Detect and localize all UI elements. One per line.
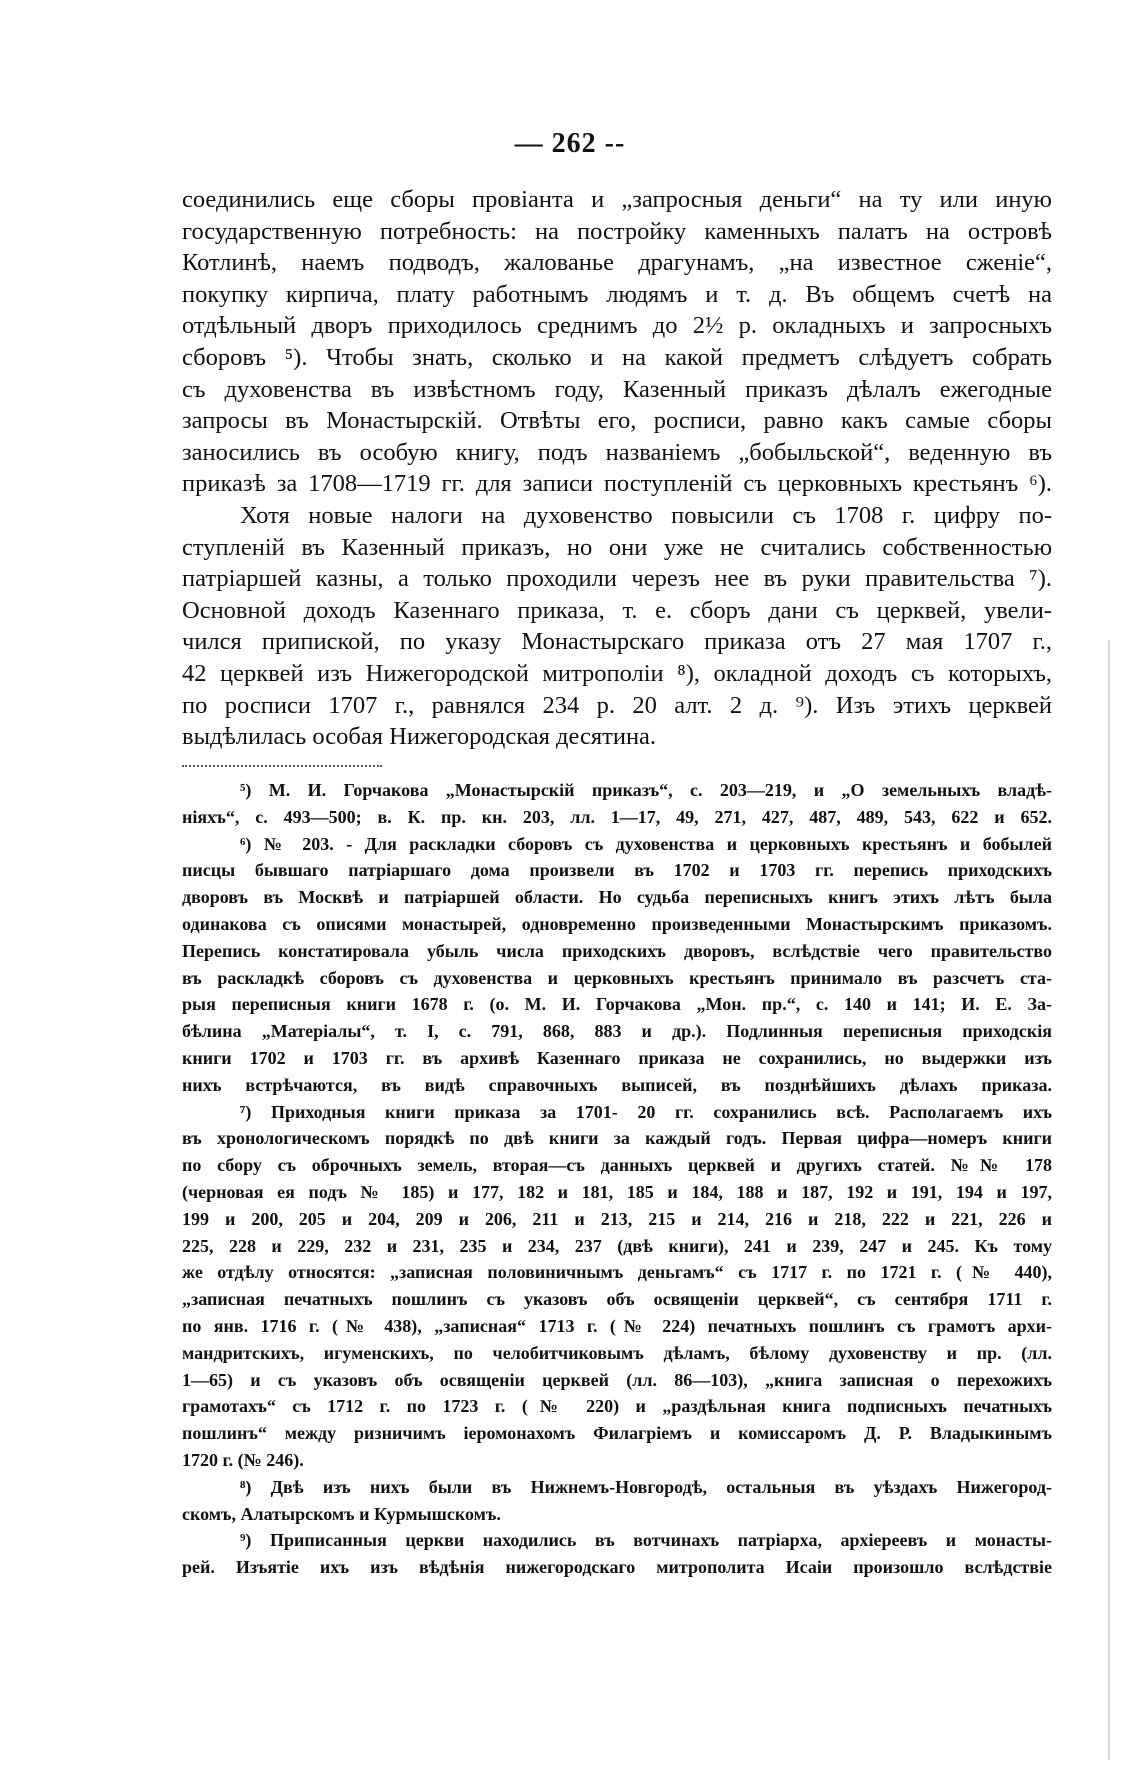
main-text-line: сборовъ ⁵). Чтобы знать, сколько и на какой предметъ слѣдуетъ собрать [182,343,1052,371]
footnote-line: рыя переписныя книги 1678 г. (о. М. И. Горчакова „Мон. пр.“, с. 140 и 141; И. Е. За- [182,994,1052,1015]
footnote-line: 1720 г. (№ 246). [182,1449,304,1470]
footnote-line: рей. Изъятіе ихъ изъ вѣдѣнія нижегородскаго митрополита Исаіи произошло вслѣдствіе [182,1557,1052,1578]
main-text-line: ступленій въ Казенный приказъ, но они уже не считались собственностью [182,533,1052,561]
main-text-line: 42 церквей изъ Нижегородской митрополіи ⁸), окладной доходъ съ которыхъ, [182,659,1052,687]
main-text-line: покупку кирпича, плату работнымъ людямъ и т. д. Въ общемъ счетѣ на [182,280,1052,308]
footnote-line: „записная печатныхъ пошлинъ съ указовъ объ освященіи церквей“, съ сентября 1711 г. [182,1289,1052,1310]
footnote-line: въ хронологическомъ порядкѣ по двѣ книги за каждый годъ. Первая цифра—номеръ книги [182,1128,1052,1149]
footnote-separator [182,765,382,767]
scan-edge-line [1108,640,1110,1760]
main-text [182,184,1052,753]
footnote-line: по янв. 1716 г. (№ 438), „записная“ 1713 г. (№ 224) печатныхъ пошлинъ съ грамотъ архи- [182,1315,1052,1336]
footnote-line: ніяхъ“, с. 493—500; в. К. пр. кн. 203, лл. 1—17, 49, 271, 427, 487, 489, 543, 622 и 652. [182,806,1052,827]
main-text-line: Хотя новые налоги на духовенство повысили съ 1708 г. цифру по- [240,501,1052,529]
footnote-line: дворовъ въ Москвѣ и патріаршей области. Но судьба переписныхъ книгъ этихъ лѣтъ была [182,887,1052,908]
footnote-line: ⁷) Приходныя книги приказа за 1701- 20 гг. сохранились всѣ. Располагаемъ ихъ [240,1101,1052,1122]
footnote-line: бѣлина „Матеріалы“, т. I, с. 791, 868, 883 и др.). Подлинныя переписныя приходскія [182,1021,1052,1042]
footnote-line: нихъ встрѣчаются, въ видѣ справочныхъ выписей, въ позднѣйшихъ дѣлахъ приказа. [182,1074,1052,1095]
footnote-line: пошлинъ“ между ризничимъ іеромонахомъ Филагріемъ и комиссаромъ Д. Р. Владыкинымъ [182,1423,1052,1444]
footnote-line: ⁸) Двѣ изъ нихъ были въ Нижнемъ-Новгородѣ, остальныя въ уѣздахъ Нижегород- [240,1476,1052,1497]
footnote-line: 199 и 200, 205 и 204, 209 и 206, 211 и 213, 215 и 214, 216 и 218, 222 и 221, 226 и [182,1208,1052,1229]
footnote-line: ⁵) М. И. Горчакова „Монастырскій приказъ“, с. 203—219, и „О земельныхъ владѣ- [240,780,1052,800]
main-text-line: съ духовенства въ извѣстномъ году, Казенный приказъ дѣлалъ ежегодные [182,375,1052,403]
footnote-line: одинакова съ описями монастырей, одновременно произведенными Монастырскимъ приказомъ. [182,913,1052,934]
main-text-line: выдѣлилась особая Нижегородская десятина. [182,723,657,751]
main-text-line: патріаршей казны, а только проходили черезъ нее въ руки правительства ⁷). [182,565,1052,593]
page-number: — 262 -- [514,128,626,159]
footnote-line: 225, 228 и 229, 232 и 231, 235 и 234, 237 (двѣ книги), 241 и 239, 247 и 245. Къ тому [182,1235,1052,1256]
main-text-line: Основной доходъ Казеннаго приказа, т. е. сборъ дани съ церквей, увели- [182,596,1052,624]
footnote-line: книги 1702 и 1703 гг. въ архивѣ Казеннаго приказа не сохранились, но выдержки изъ [182,1047,1052,1068]
main-text-line: запросы въ Монастырскій. Отвѣты его, росписи, равно какъ самые сборы [182,407,1052,435]
footnote-line: же отдѣлу относятся: „записная половиничнымъ деньгамъ“ съ 1717 г. по 1721 г. (№ 440), [182,1262,1052,1283]
main-text-line: соединились еще сборы провіанта и „запросныя деньги“ на ту или иную [182,186,1052,213]
main-text-line: государственную потребность: на постройку каменныхъ палатъ на островѣ [182,217,1052,245]
footnote-line: грамотахъ“ съ 1712 г. по 1723 г. (№ 220) и „раздѣльная книга подписныхъ печатныхъ [182,1396,1052,1417]
main-text-line: чился припиской, по указу Монастырскаго приказа отъ 27 мая 1707 г., [182,628,1052,656]
footnote-line: ⁶) № 203. - Для раскладки сборовъ съ духовенства и церковныхъ крестьянъ и бобылей [240,833,1052,854]
footnote-line: ⁹) Приписанныя церкви находились въ вотчинахъ патріарха, архіереевъ и монасты- [240,1530,1052,1551]
footnote-line: 1—65) и съ указовъ объ освященіи церквей (лл. 86—103), „книга записная о перехожихъ [182,1369,1052,1390]
main-text-line: заносились въ особую книгу, подъ названіемъ „бобыльской“, веденную въ [182,438,1052,466]
footnote-line: писцы бывшаго патріаршаго дома произвели въ 1702 и 1703 гг. перепись приходскихъ [182,860,1052,881]
main-text-line: отдѣльный дворъ приходилось среднимъ до 2½ р. окладныхъ и запросныхъ [182,312,1052,340]
footnotes [182,777,1052,1581]
main-text-line: по росписи 1707 г., равнялся 234 р. 20 алт. 2 д. ⁹). Изъ этихъ церквей [182,691,1052,719]
footnote-line: Перепись констатировала убыль числа приходскихъ дворовъ, вслѣдствіе чего правительство [182,940,1052,961]
footnote-line: (черновая ея подъ № 185) и 177, 182 и 181, 185 и 184, 188 и 187, 192 и 191, 194 и 197, [182,1181,1052,1202]
footnote-line: скомъ, Алатырскомъ и Курмышскомъ. [182,1503,501,1524]
main-text-line: приказѣ за 1708—1719 гг. для записи поступленій съ церковныхъ крестьянъ ⁶). [182,470,1052,498]
footnote-line: въ раскладкѣ сборовъ съ духовенства и церковныхъ крестьянъ принимало въ разсчетъ ста- [182,967,1052,988]
footnote-line: мандритскихъ, игуменскихъ, по челобитчиковымъ дѣламъ, бѣлому духовенству и пр. (лл. [182,1342,1052,1363]
main-text-line: Котлинѣ, наемъ подводъ, жалованье драгунамъ, „на известное сженіе“, [182,249,1052,277]
footnote-line: по сбору съ оброчныхъ земель, вторая—съ данныхъ церквей и другихъ статей. №№ 178 [182,1155,1052,1176]
